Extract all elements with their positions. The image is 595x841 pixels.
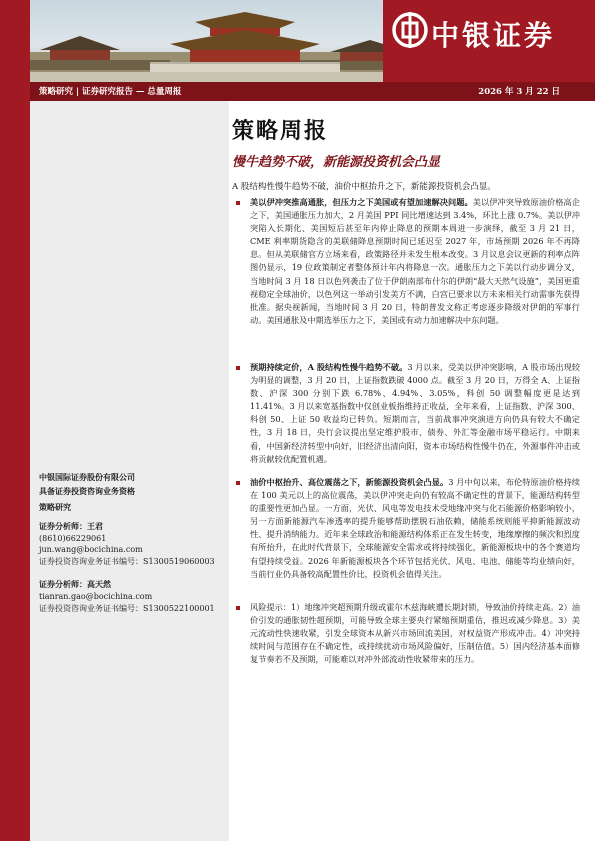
section-lead: 美以伊冲突推高通胀，但压力之下美国或有望加速解决问题。: [250, 197, 473, 207]
section-lead: 预期持续定价，A 股结构性慢牛趋势不破。: [250, 362, 408, 372]
section-paragraph: [250, 476, 580, 581]
report-category: 策略研究 | 证券研究报告 — 总量周报: [39, 87, 182, 97]
analyst1-title: 证券分析师：王君: [39, 521, 103, 531]
analyst1-email[interactable]: jun.wang@bocichina.com: [39, 545, 143, 554]
risk-body: 风险提示：1）地缘冲突超预期升级或霍尔木兹海峡遭长期封锁，导致油价持续走高。2）油价引发的通胀韧性超预期，可能导致全球主要央行紧缩预期重估，推迟或减少降息。3）美元流动性快速收紧，引发全球资本从新兴市场回流美国，对权益资产形成冲击。4）冲突持续时间与范围存在不确定性，或持续扰动市场风险偏好，压制估值。5）国内经济基本面修复节奏若不及预期，可能难以对冲外部流动性收紧带来的压力。: [250, 602, 580, 665]
bullet-icon: [236, 481, 240, 485]
analyst1-phone: (8610)66229061: [39, 534, 107, 543]
company-name: 中银国际证券股份有限公司: [39, 472, 135, 482]
report-info-bar: [30, 82, 595, 101]
logo-text: 中银证券: [431, 19, 556, 52]
analyst2-title: 证券分析师：高天然: [39, 579, 111, 589]
section-body: 3 月以来，受美以伊冲突影响，A 股市场出现较为明显的调整，3 月 20 日，上证指数跌破 4000 点。截至 3 月 20 日，万得全 A、上证指数、沪深 300 分别下跌 6.78%、4.94%、3.05%，科创 50 调整幅度更是达到 11.41%。3 月以来宽基指数中仅创业板指维持正收益，全年来看，上证指数、沪深 300、科创 50、上证 50 收益均已转负。短期而言，当前战事冲突演进方向仍具有较大不确定性，3 月 18 日，央行会议提出坚定维护股市、债券、外汇等金融市场平稳运行。中期来看，中国新经济转型中向好，旧经济出清向阳，资本市场结构性慢牛仍在，外源事件冲击或将贡献较优配置机遇。: [250, 362, 580, 464]
report-summary: A 股结构性慢牛趋势不破，油价中枢抬升之下，新能源投资机会凸显。: [232, 182, 496, 192]
section-body: 美以伊冲突导致原油价格高企之下，美国通胀压力加大，2 月美国 PPI 同比增速达到 3.4%，环比上涨 0.7%。美以伊冲突陷入长期化、美国短后甚至年内停止降息的预期本周进一步演绎，截至 3 月 21 日，CME 利率期货隐含的美联储降息预期时间已延迟至 2027 年，市场预期 2026 年不再降息。但从美联储官方立场来看，政策路径并未发生根本改变。3 月议息会议更新的利率点阵图仍显示，19 位政策制定者整体预计年内将降息一次。通胀压力之下美以行动步调分叉，当地时间 3 月 18 日以色列袭击了位于伊朗南部布什尔的伊朗“最大天然气设施”，美国更重视稳定全球油价，以色列这一举动引发美方不满，白宫已要求以方未来相关行动需事先获得批准。据央视新闻，当地时间 3 月 20 日，特朗普发文称正考虑逐步降级对伊朗的军事行动。美国通胀及中期选举压力之下，美国或有动力加速解决中东问题。: [250, 197, 580, 325]
report-subtitle: 慢牛趋势不破，新能源投资机会凸显: [232, 155, 441, 170]
company-logo: [383, 0, 595, 82]
analyst2-email[interactable]: tianran.gao@bocichina.com: [39, 592, 153, 601]
qualification: 具备证券投资咨询业务资格: [39, 486, 135, 496]
sidebar-panel: [30, 101, 229, 841]
section-lead: 油价中枢抬升、高位震荡之下，新能源投资机会凸显。: [250, 477, 449, 487]
department: 策略研究: [39, 502, 71, 512]
bullet-icon: [236, 201, 240, 205]
bullet-icon: [236, 606, 240, 610]
analyst1-cert: 证券投资咨询业务证书编号：S1300519060003: [39, 557, 215, 566]
bullet-icon: [236, 366, 240, 370]
section-paragraph: [250, 196, 580, 327]
section-body: 3 月中旬以来，布伦特原油价格持续在 100 美元以上的高位震荡，美以伊冲突走向仍有较高不确定性的背景下，能源结构转型的重要性更加凸显。一方面，光伏、风电等发电技术受地缘冲突与化石能源价格影响较小，另一方面新能源汽车渗透率的提升能够帮助摆脱石油依赖，储能系统则能平抑新能源波动性、提升消纳能力。近年来全球政治和能源结构体系正在发生转变，地缘摩擦的频次和烈度有所抬升，在此时代背景下，全球能源安全需求或将持续强化，新能源板块中的各个赛道均有望持续受益。2026 年新能源板块各个环节包括光伏、风电、电池、储能等均业绩向好，当前行业仍具备较高配置性价比，投资机会值得关注。: [250, 477, 580, 579]
left-brand-stripe: [0, 0, 30, 841]
page-title: 策略周报: [232, 118, 329, 144]
risk-paragraph: [250, 601, 580, 666]
report-date: 2026 年 3 月 22 日: [478, 87, 560, 97]
analyst2-cert: 证券投资咨询业务证书编号：S1300522100001: [39, 604, 215, 613]
section-paragraph: [250, 361, 580, 466]
